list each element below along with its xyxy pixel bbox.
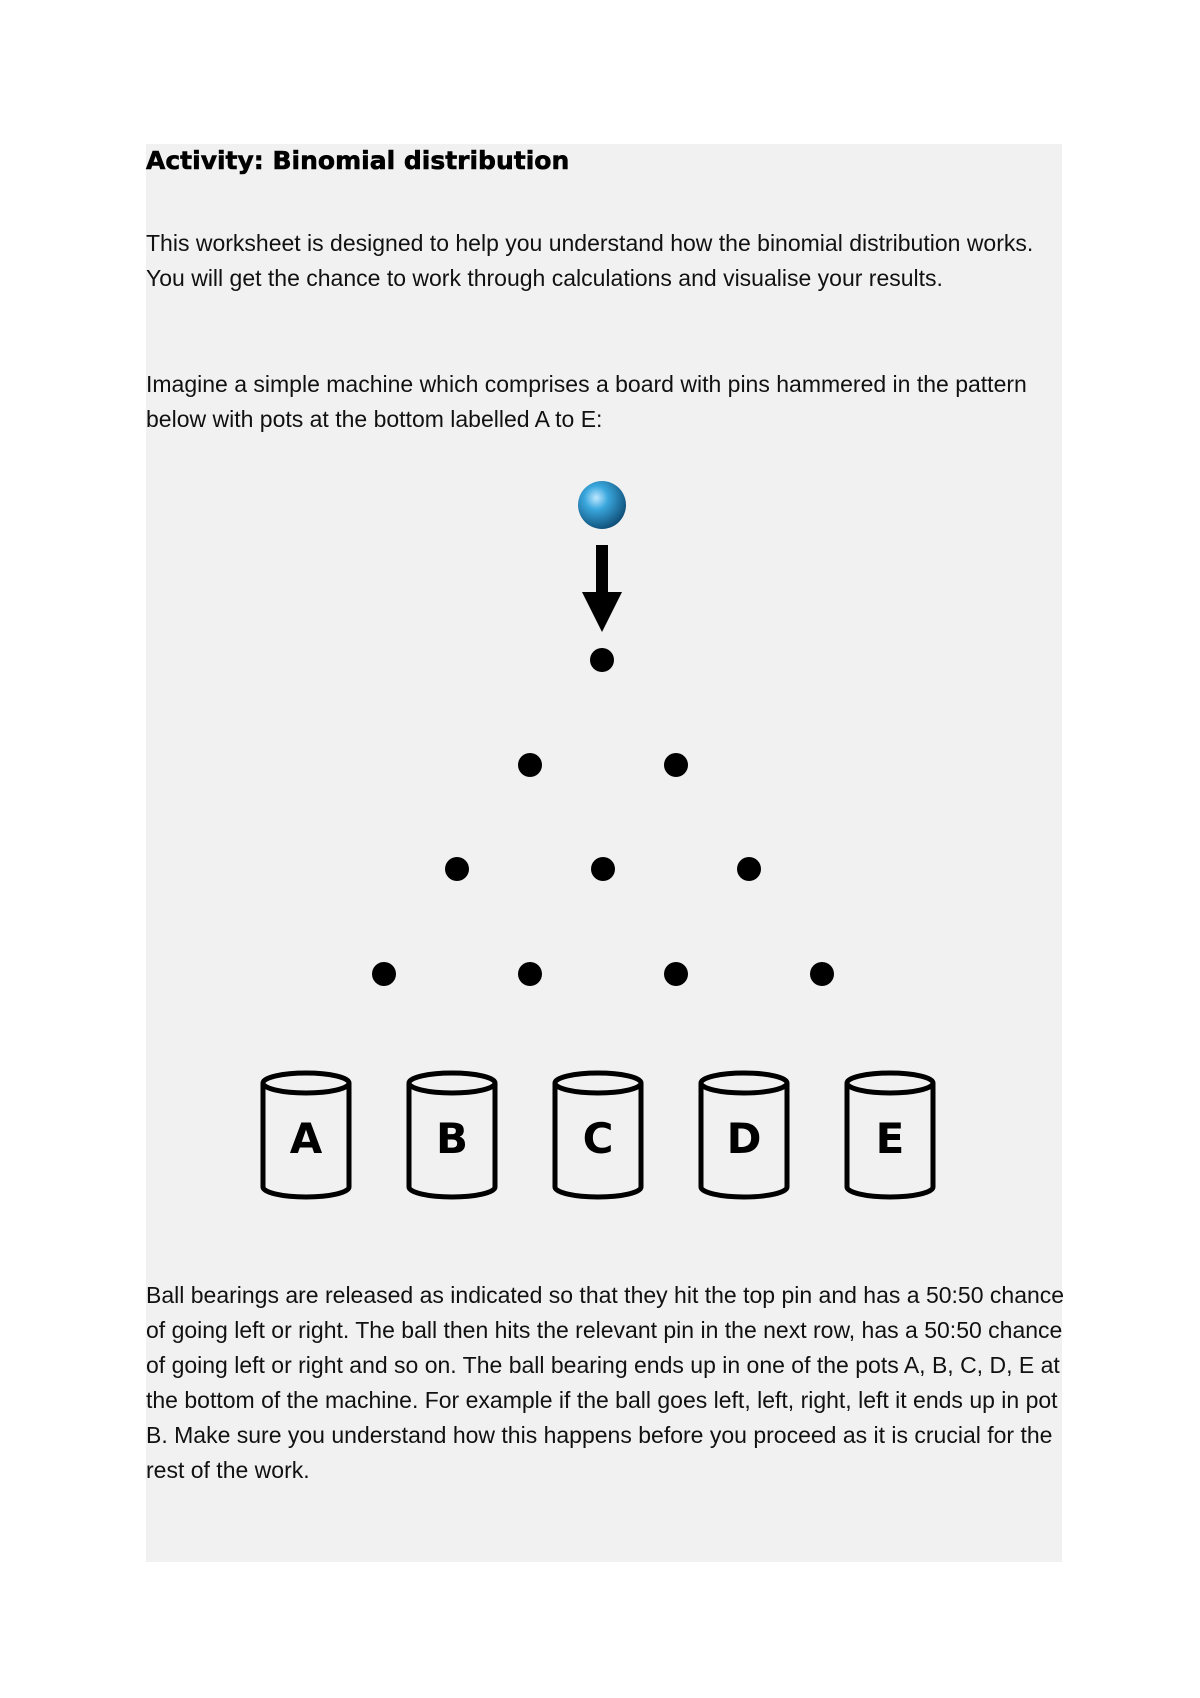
pin (664, 753, 688, 777)
pot-a (263, 1073, 349, 1197)
pin (810, 962, 834, 986)
pin (518, 753, 542, 777)
pin (664, 962, 688, 986)
pin (590, 648, 614, 672)
pin (518, 962, 542, 986)
pot-e (847, 1073, 933, 1197)
pins (372, 648, 834, 986)
pin (737, 857, 761, 881)
ball-bearing-icon (578, 481, 626, 529)
pin (445, 857, 469, 881)
pot-d (701, 1073, 787, 1197)
pot-c (555, 1073, 641, 1197)
page-title: Activity: Binomial distribution (146, 146, 570, 175)
pin (591, 857, 615, 881)
pot-b (409, 1073, 495, 1197)
pot-label: C (582, 1114, 614, 1163)
pot-label: D (726, 1114, 762, 1163)
pin (372, 962, 396, 986)
explanation-paragraph: Ball bearings are released as indicated so that they hit the top pin and has a 50:50 chance of going left or right. The ball then hits the relevant pin in the next row, has a 50:50 chance of going left or right and so on. The ball bearing ends up in one of the pots A, B, C, D, E at the bottom of the machine. For example if the ball goes left, left, right, left it ends up in pot B. Make sure you understand how this happens before you proceed as it is crucial for the rest of the work. (146, 1282, 1065, 1483)
intro-paragraph: This worksheet is designed to help you understand how the binomial distribution works. You will get the chance to work through calculations and visualise your results. (146, 230, 1034, 291)
machine-paragraph: Imagine a simple machine which comprises a board with pins hammered in the pattern below with pots at the bottom labelled A to E: (146, 371, 1027, 432)
pot-label: E (875, 1114, 905, 1163)
pot-label: B (435, 1114, 469, 1163)
pot-label: A (289, 1114, 323, 1163)
down-arrow-icon (582, 545, 622, 632)
